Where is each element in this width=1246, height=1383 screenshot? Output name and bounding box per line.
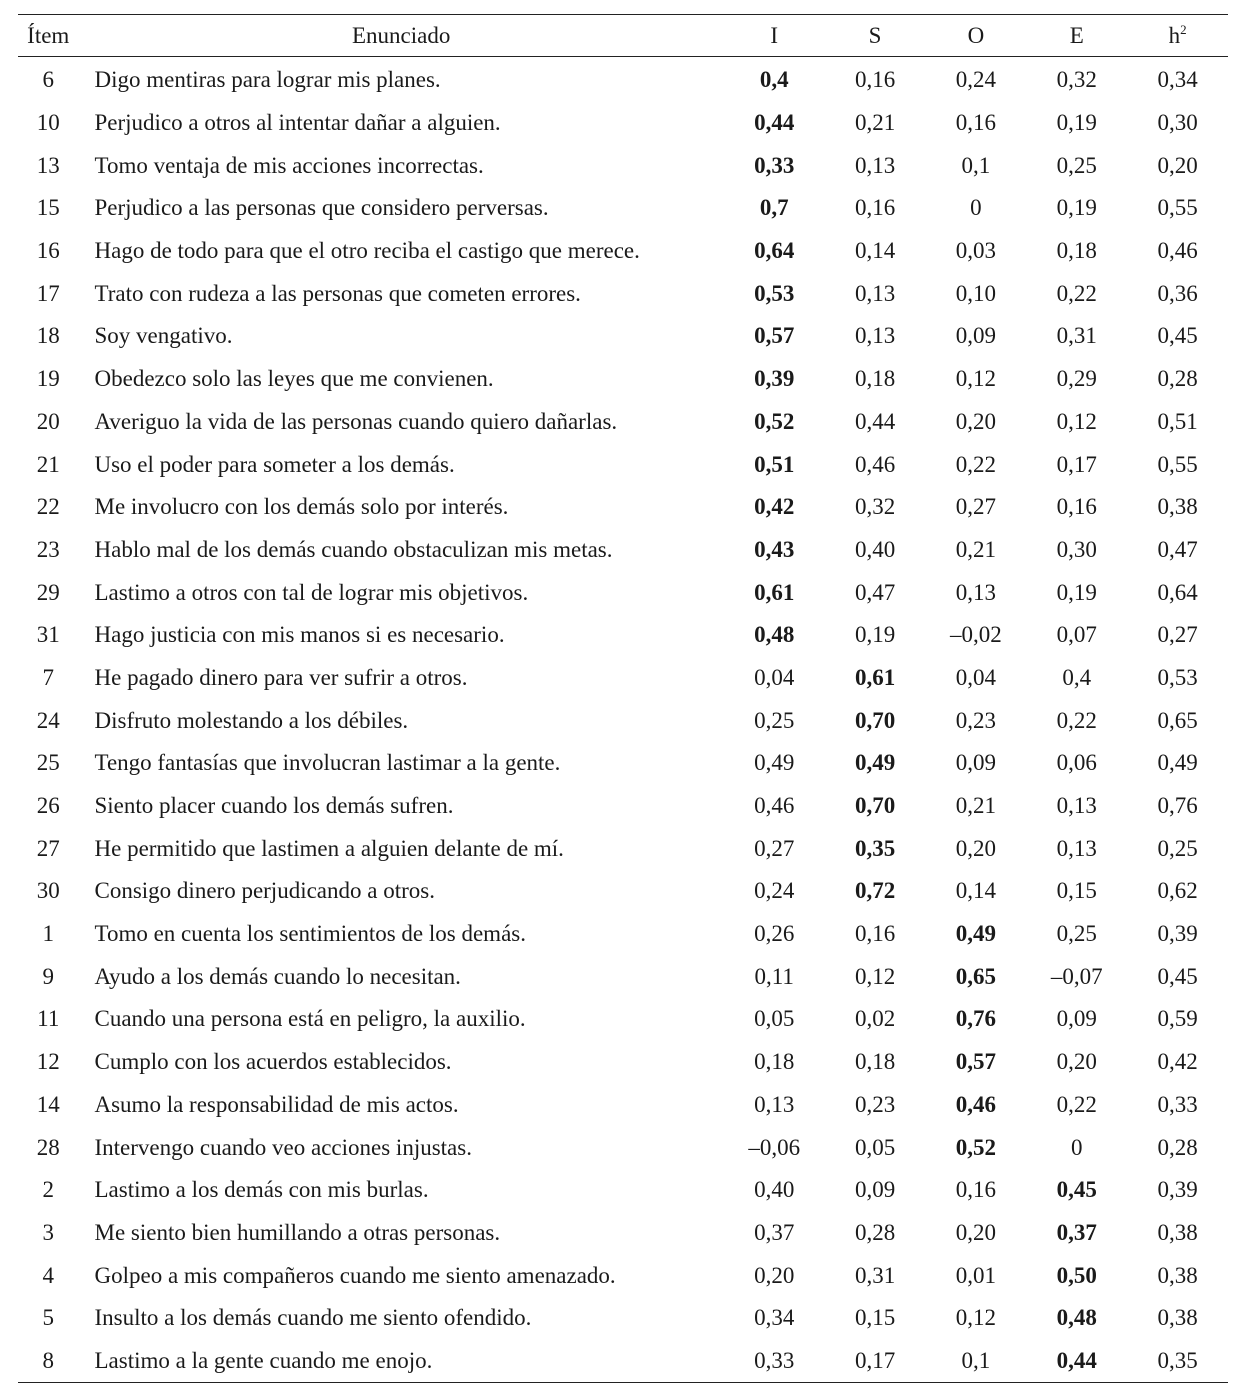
loading-i-cell: 0,04 [754, 664, 795, 690]
item-number-cell: 27 [36, 835, 60, 861]
loading-i-cell: 0,43 [754, 536, 795, 562]
item-number-cell: 3 [42, 1219, 54, 1245]
communality-cell: 0,27 [1157, 622, 1198, 648]
loading-i-cell: 0,46 [754, 793, 795, 819]
loading-o-cell: 0,16 [955, 110, 997, 136]
table-row [18, 102, 1228, 145]
statement-cell: Lastimo a la gente cuando me enojo. [94, 1347, 433, 1373]
communality-cell: 0,39 [1157, 921, 1198, 947]
table-row [18, 443, 1228, 486]
loading-e-cell: 0,12 [1056, 408, 1097, 434]
loading-s-cell: 0,47 [854, 579, 896, 605]
item-number-cell: 30 [36, 878, 60, 904]
table-row [18, 358, 1228, 401]
loading-o-cell: 0,57 [955, 1049, 997, 1075]
loading-s-cell: 0,28 [854, 1219, 896, 1245]
loading-i-cell: 0,33 [754, 1347, 795, 1373]
communality-cell: 0,49 [1157, 750, 1198, 776]
loading-e-cell: 0,29 [1056, 366, 1097, 392]
loading-i-cell: 0,11 [754, 963, 794, 989]
header-statement: Enunciado [351, 22, 451, 48]
loading-e-cell: 0,50 [1056, 1262, 1097, 1288]
communality-cell: 0,35 [1157, 1347, 1198, 1373]
loading-o-cell: 0,01 [955, 1262, 997, 1288]
table-row [18, 785, 1228, 828]
item-number-cell: 21 [36, 451, 60, 477]
loading-i-cell: 0,26 [754, 921, 795, 947]
loading-o-cell: 0,20 [955, 1219, 997, 1245]
table-row [18, 57, 1228, 102]
loading-s-cell: 0,35 [854, 835, 896, 861]
communality-cell: 0,53 [1157, 664, 1198, 690]
loading-s-cell: 0,23 [854, 1091, 896, 1117]
statement-cell: Asumo la responsabilidad de mis actos. [94, 1091, 459, 1117]
item-number-cell: 15 [36, 195, 60, 221]
loading-s-cell: 0,44 [854, 408, 896, 434]
loading-s-cell: 0,02 [854, 1006, 896, 1032]
statement-cell: Me siento bien humillando a otras personas. [94, 1219, 501, 1245]
header-h2 [1127, 15, 1228, 57]
statement-cell: Soy vengativo. [94, 323, 233, 349]
communality-cell: 0,20 [1157, 152, 1198, 178]
communality-cell: 0,42 [1157, 1049, 1198, 1075]
table-row [18, 827, 1228, 870]
loading-o-cell: 0,65 [955, 963, 997, 989]
statement-cell: He pagado dinero para ver sufrir a otros. [94, 664, 468, 690]
table-row [18, 870, 1228, 913]
loading-i-cell: 0,4 [759, 67, 789, 93]
header-s: S [868, 22, 882, 48]
header-h2-base: h [1168, 23, 1181, 48]
statement-cell: Golpeo a mis compañeros cuando me siento amenazado. [94, 1262, 616, 1288]
table-row [18, 486, 1228, 529]
statement-cell: Cumplo con los acuerdos establecidos. [94, 1049, 452, 1075]
loading-i-cell: 0,39 [754, 366, 795, 392]
communality-cell: 0,46 [1157, 238, 1198, 264]
statement-cell: Ayudo a los demás cuando lo necesitan. [94, 963, 461, 989]
communality-cell: 0,34 [1157, 67, 1198, 93]
loading-s-cell: 0,61 [854, 664, 896, 690]
table-row [18, 998, 1228, 1041]
loading-i-cell: 0,42 [754, 494, 795, 520]
table-row [18, 742, 1228, 785]
loading-o-cell: 0,12 [955, 1305, 997, 1331]
statement-cell: Consigo dinero perjudicando a otros. [94, 878, 435, 904]
loading-o-cell: 0,1 [961, 1347, 991, 1373]
communality-cell: 0,28 [1157, 366, 1198, 392]
loading-s-cell: 0,18 [854, 1049, 896, 1075]
loading-i-cell: 0,24 [754, 878, 795, 904]
table-row [18, 272, 1228, 315]
loading-o-cell: 0,14 [955, 878, 997, 904]
header-h2-superscript: 2 [1180, 22, 1187, 37]
communality-cell: 0,30 [1157, 110, 1198, 136]
statement-cell: Me involucro con los demás solo por interés. [94, 494, 509, 520]
communality-cell: 0,39 [1157, 1177, 1198, 1203]
loading-o-cell: 0,76 [955, 1006, 997, 1032]
loading-o-cell: 0,20 [955, 835, 997, 861]
loading-e-cell: 0,44 [1056, 1347, 1097, 1373]
table-row [18, 1041, 1228, 1084]
loading-i-cell: 0,64 [754, 238, 795, 264]
communality-cell: 0,38 [1157, 1305, 1198, 1331]
loading-e-cell: 0,22 [1056, 1091, 1097, 1117]
header-i: I [770, 22, 779, 48]
loading-o-cell: 0,22 [955, 451, 997, 477]
loading-e-cell: 0,13 [1056, 835, 1097, 861]
table-row [18, 913, 1228, 956]
loading-s-cell: 0,13 [854, 323, 896, 349]
communality-cell: 0,28 [1157, 1134, 1198, 1160]
item-number-cell: 5 [42, 1305, 54, 1331]
loading-i-cell: 0,57 [754, 323, 795, 349]
loading-i-cell: 0,40 [754, 1177, 795, 1203]
loading-e-cell: 0,09 [1056, 1006, 1097, 1032]
loading-s-cell: 0,13 [854, 280, 896, 306]
item-number-cell: 11 [37, 1006, 60, 1032]
loading-i-cell: –0,06 [748, 1134, 801, 1160]
loading-o-cell: 0,1 [961, 152, 991, 178]
statement-cell: Perjudico a las personas que considero perversas. [94, 195, 549, 221]
communality-cell: 0,25 [1157, 835, 1198, 861]
loading-e-cell: 0,25 [1056, 152, 1097, 178]
loading-i-cell: 0,49 [754, 750, 795, 776]
loading-o-cell: 0,52 [955, 1134, 997, 1160]
statement-cell: Tomo en cuenta los sentimientos de los demás. [94, 921, 526, 947]
loading-o-cell: 0,24 [955, 67, 997, 93]
loading-o-cell: 0,09 [955, 323, 997, 349]
loading-i-cell: 0,51 [754, 451, 795, 477]
communality-cell: 0,55 [1157, 451, 1198, 477]
table-row [18, 1169, 1228, 1212]
loading-s-cell: 0,05 [854, 1134, 896, 1160]
loading-s-cell: 0,16 [854, 921, 896, 947]
loading-e-cell: 0,45 [1056, 1177, 1097, 1203]
table-row [18, 1254, 1228, 1297]
item-number-cell: 26 [36, 793, 60, 819]
item-number-cell: 12 [36, 1049, 60, 1075]
item-number-cell: 28 [36, 1134, 60, 1160]
loading-o-cell: 0,12 [955, 366, 997, 392]
item-number-cell: 1 [42, 921, 54, 947]
loading-o-cell: 0,09 [955, 750, 997, 776]
header-item: Ítem [27, 22, 70, 48]
loading-s-cell: 0,49 [854, 750, 896, 776]
loading-e-cell: 0,22 [1056, 280, 1097, 306]
loading-i-cell: 0,33 [754, 152, 795, 178]
communality-cell: 0,36 [1157, 280, 1198, 306]
statement-cell: Hablo mal de los demás cuando obstaculizan mis metas. [94, 536, 613, 562]
communality-cell: 0,45 [1157, 963, 1198, 989]
table-header [18, 15, 1228, 57]
loading-i-cell: 0,34 [754, 1305, 795, 1331]
loading-s-cell: 0,17 [854, 1347, 896, 1373]
loading-s-cell: 0,18 [854, 366, 896, 392]
loading-i-cell: 0,44 [754, 110, 795, 136]
loading-e-cell: 0,07 [1056, 622, 1097, 648]
statement-cell: Averiguo la vida de las personas cuando quiero dañarlas. [94, 408, 618, 434]
loading-s-cell: 0,21 [854, 110, 896, 136]
table-row [18, 1297, 1228, 1340]
statement-cell: Digo mentiras para lograr mis planes. [94, 67, 441, 93]
communality-cell: 0,38 [1157, 1219, 1198, 1245]
loading-e-cell: 0,25 [1056, 921, 1097, 947]
table-row [18, 187, 1228, 230]
item-number-cell: 31 [36, 622, 60, 648]
loading-o-cell: 0,20 [955, 408, 997, 434]
communality-cell: 0,62 [1157, 878, 1198, 904]
loading-i-cell: 0,25 [754, 707, 795, 733]
statement-cell: Intervengo cuando veo acciones injustas. [94, 1134, 472, 1160]
item-number-cell: 10 [36, 110, 60, 136]
table-row [18, 614, 1228, 657]
loading-i-cell: 0,37 [754, 1219, 795, 1245]
item-number-cell: 22 [36, 494, 60, 520]
loading-s-cell: 0,13 [854, 152, 896, 178]
loading-e-cell: 0,37 [1056, 1219, 1097, 1245]
statement-cell: Hago de todo para que el otro reciba el castigo que merece. [94, 238, 640, 264]
communality-cell: 0,59 [1157, 1006, 1198, 1032]
item-number-cell: 23 [36, 536, 60, 562]
communality-cell: 0,47 [1157, 536, 1198, 562]
loading-s-cell: 0,31 [854, 1262, 896, 1288]
statement-cell: Trato con rudeza a las personas que cometen errores. [94, 280, 581, 306]
factor-loadings-table-container [18, 14, 1228, 1383]
statement-cell: Tomo ventaja de mis acciones incorrectas. [94, 152, 484, 178]
item-number-cell: 6 [42, 67, 54, 93]
table-row [18, 144, 1228, 187]
item-number-cell: 25 [36, 750, 60, 776]
item-number-cell: 9 [42, 963, 54, 989]
loading-i-cell: 0,05 [754, 1006, 795, 1032]
loading-e-cell: 0,32 [1056, 67, 1097, 93]
statement-cell: Lastimo a otros con tal de lograr mis objetivos. [94, 579, 529, 605]
loading-o-cell: –0,02 [950, 622, 1002, 648]
loading-o-cell: 0 [970, 195, 982, 221]
item-number-cell: 13 [36, 152, 60, 178]
loading-i-cell: 0,48 [754, 622, 795, 648]
header-row [18, 15, 1228, 57]
loading-o-cell: 0,04 [955, 664, 997, 690]
loading-e-cell: –0,07 [1050, 963, 1103, 989]
table-row [18, 529, 1228, 572]
communality-cell: 0,51 [1157, 408, 1198, 434]
loading-e-cell: 0,18 [1056, 238, 1097, 264]
statement-cell: Uso el poder para someter a los demás. [94, 451, 455, 477]
communality-cell: 0,33 [1157, 1091, 1198, 1117]
table-row [18, 955, 1228, 998]
loading-o-cell: 0,03 [955, 238, 997, 264]
loading-s-cell: 0,16 [854, 67, 896, 93]
item-number-cell: 8 [42, 1347, 54, 1373]
loading-e-cell: 0,20 [1056, 1049, 1097, 1075]
loading-s-cell: 0,19 [854, 622, 896, 648]
loading-o-cell: 0,21 [955, 793, 997, 819]
loading-s-cell: 0,72 [854, 878, 896, 904]
header-e: E [1069, 22, 1084, 48]
loading-e-cell: 0,4 [1062, 664, 1092, 690]
statement-cell: Siento placer cuando los demás sufren. [94, 793, 454, 819]
loading-o-cell: 0,49 [955, 921, 997, 947]
loading-o-cell: 0,16 [955, 1177, 997, 1203]
item-number-cell: 4 [42, 1262, 54, 1288]
loading-i-cell: 0,53 [754, 280, 795, 306]
statement-cell: Obedezco solo las leyes que me convienen. [94, 366, 494, 392]
loading-e-cell: 0,19 [1056, 195, 1097, 221]
statement-cell: Disfruto molestando a los débiles. [94, 707, 409, 733]
header-o: O [967, 22, 985, 48]
loading-e-cell: 0,17 [1056, 451, 1097, 477]
item-number-cell: 19 [36, 366, 60, 392]
statement-cell: Perjudico a otros al intentar dañar a alguien. [94, 110, 501, 136]
communality-cell: 0,76 [1157, 793, 1198, 819]
loading-e-cell: 0,19 [1056, 579, 1097, 605]
item-number-cell: 29 [36, 579, 60, 605]
communality-cell: 0,65 [1157, 707, 1198, 733]
communality-cell: 0,64 [1157, 579, 1198, 605]
loading-s-cell: 0,40 [854, 536, 896, 562]
loading-s-cell: 0,16 [854, 195, 896, 221]
loading-s-cell: 0,12 [854, 963, 896, 989]
table-row [18, 699, 1228, 742]
communality-cell: 0,38 [1157, 494, 1198, 520]
communality-cell: 0,38 [1157, 1262, 1198, 1288]
communality-cell: 0,45 [1157, 323, 1198, 349]
table-row [18, 1212, 1228, 1255]
loading-e-cell: 0,31 [1056, 323, 1097, 349]
statement-cell: Hago justicia con mis manos si es necesario. [94, 622, 505, 648]
loading-o-cell: 0,23 [955, 707, 997, 733]
table-row [18, 657, 1228, 700]
loading-e-cell: 0,13 [1056, 793, 1097, 819]
loading-o-cell: 0,10 [955, 280, 997, 306]
loading-e-cell: 0,16 [1056, 494, 1097, 520]
item-number-cell: 14 [36, 1091, 60, 1117]
loading-e-cell: 0,06 [1056, 750, 1097, 776]
communality-cell: 0,55 [1157, 195, 1198, 221]
table-body [18, 57, 1228, 1383]
loading-i-cell: 0,13 [754, 1091, 795, 1117]
item-number-cell: 16 [36, 238, 60, 264]
item-number-cell: 18 [36, 323, 60, 349]
loading-e-cell: 0,48 [1056, 1305, 1097, 1331]
loading-i-cell: 0,7 [759, 195, 789, 221]
statement-cell: He permitido que lastimen a alguien delante de mí. [94, 835, 564, 861]
loading-i-cell: 0,20 [754, 1262, 795, 1288]
loading-e-cell: 0,30 [1056, 536, 1097, 562]
loading-s-cell: 0,14 [854, 238, 896, 264]
factor-loadings-table [18, 14, 1228, 1383]
table-row [18, 1084, 1228, 1127]
loading-s-cell: 0,70 [854, 793, 896, 819]
item-number-cell: 17 [36, 280, 60, 306]
loading-e-cell: 0,22 [1056, 707, 1097, 733]
statement-cell: Tengo fantasías que involucran lastimar a la gente. [94, 750, 561, 776]
loading-e-cell: 0,15 [1056, 878, 1097, 904]
table-row [18, 571, 1228, 614]
loading-s-cell: 0,15 [854, 1305, 896, 1331]
item-number-cell: 2 [42, 1177, 54, 1203]
statement-cell: Lastimo a los demás con mis burlas. [94, 1177, 429, 1203]
statement-cell: Cuando una persona está en peligro, la auxilio. [94, 1006, 526, 1032]
item-number-cell: 20 [36, 408, 60, 434]
item-number-cell: 7 [42, 664, 54, 690]
loading-s-cell: 0,09 [854, 1177, 896, 1203]
loading-o-cell: 0,27 [955, 494, 997, 520]
loading-s-cell: 0,46 [854, 451, 896, 477]
table-row [18, 230, 1228, 273]
item-number-cell: 24 [36, 707, 60, 733]
loading-o-cell: 0,13 [955, 579, 997, 605]
loading-i-cell: 0,18 [754, 1049, 795, 1075]
statement-cell: Insulto a los demás cuando me siento ofendido. [94, 1305, 532, 1331]
loading-s-cell: 0,70 [854, 707, 896, 733]
loading-e-cell: 0 [1070, 1134, 1083, 1160]
loading-s-cell: 0,32 [854, 494, 896, 520]
loading-o-cell: 0,46 [955, 1091, 997, 1117]
table-row [18, 401, 1228, 444]
loading-o-cell: 0,21 [955, 536, 997, 562]
loading-e-cell: 0,19 [1056, 110, 1097, 136]
table-row [18, 1126, 1228, 1169]
table-row [18, 1340, 1228, 1383]
loading-i-cell: 0,27 [754, 835, 795, 861]
table-row [18, 315, 1228, 358]
loading-i-cell: 0,52 [754, 408, 795, 434]
loading-i-cell: 0,61 [754, 579, 795, 605]
